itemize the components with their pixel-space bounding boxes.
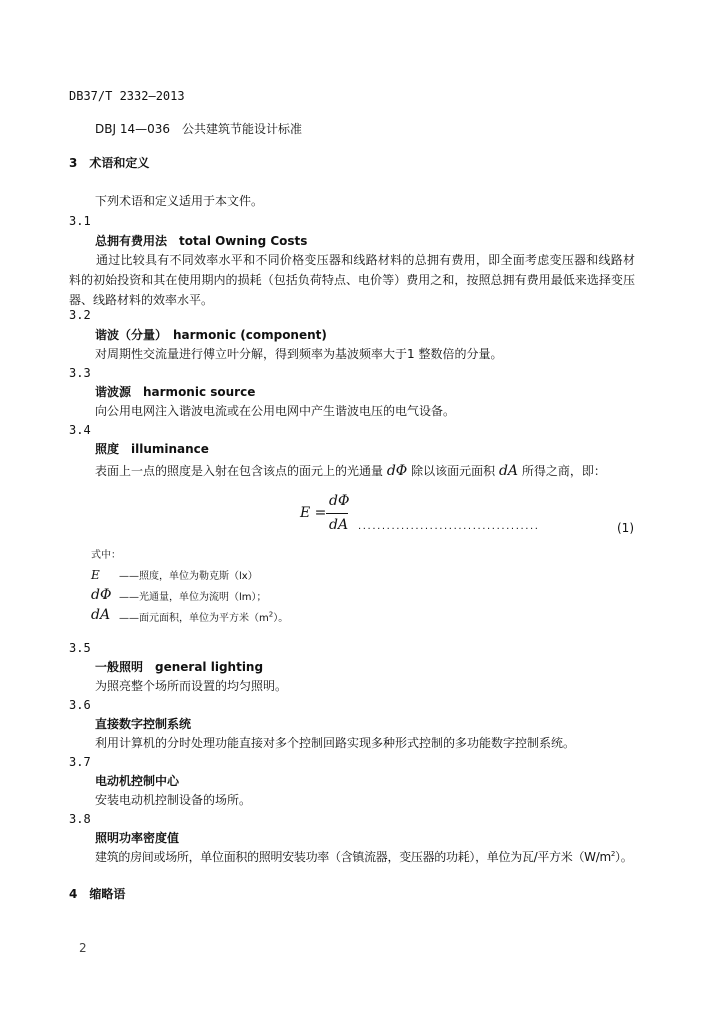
term-title: 照明功率密度值 [95, 831, 180, 845]
term-number: 3.5 [69, 641, 91, 655]
section-4-heading: 4 缩略语 [69, 887, 126, 901]
formula-numerator: dΦ [329, 493, 350, 509]
dphi-symbol: dΦ [386, 463, 408, 479]
term-definition: 对周期性交流量进行傅立叶分解，得到频率为基波频率大于1 整数倍的分量。 [95, 347, 503, 361]
page-number: 2 [79, 941, 87, 955]
formula-leader-dots: ...................................... [358, 521, 540, 532]
term-definition [95, 463, 606, 479]
term-number: 3.1 [69, 214, 91, 228]
term-definition: 为照亮整个场所而设置的均匀照明。 [95, 679, 288, 693]
formula-number: (1) [617, 521, 634, 535]
symbol-e: E [91, 568, 100, 582]
symbol-dphi: dΦ [91, 587, 112, 603]
fraction-bar [326, 513, 348, 514]
definition-text: 建筑的房间或场所，单位面积的照明安装功率（含镇流器，变压器的功耗），单位为瓦/平方米（W/m [95, 850, 611, 864]
formula-denominator: dA [329, 517, 349, 533]
superscript: 2 [610, 850, 616, 858]
term-title: 一般照明 general lighting [95, 660, 264, 674]
superscript: 2 [268, 610, 274, 619]
document-code: DB37/T 2332—2013 [69, 89, 185, 103]
description-text: ）。 [273, 613, 289, 624]
term-definition: 向公用电网注入谐波电流或在公用电网中产生谐波电压的电气设备。 [95, 404, 456, 418]
term-title: 谐波源 harmonic source [95, 385, 256, 399]
term-definition: 安装电动机控制设备的场所。 [95, 793, 252, 807]
term-title: 谐波（分量） harmonic (component) [95, 328, 327, 342]
term-number: 3.3 [69, 366, 91, 380]
term-definition: 利用计算机的分时处理功能直接对多个控制回路实现多种形式控制的多功能数字控制系统。 [95, 736, 576, 750]
term-title: 照度 illuminance [95, 442, 209, 456]
formula-lhs: E = [300, 505, 327, 521]
definition-text: 除以该面元面积 [411, 464, 496, 478]
term-title: 直接数字控制系统 [95, 717, 192, 731]
term-title: 电动机控制中心 [95, 774, 180, 788]
term-definition [95, 849, 632, 865]
term-definition: 通过比较具有不同效率水平和不同价格变压器和线路材料的总拥有费用，即全面考虑变压器和线路材料的初始投资和其在使用期内的损耗（包括负荷特点、电价等）费用之和，按照总拥有费用最低来选择变压器、线路材料的效率水平。 [69, 253, 635, 307]
da-symbol: dA [498, 463, 519, 479]
description-text: ——面元面积，单位为平方米（m [119, 613, 269, 624]
symbol-e-description: ——照度，单位为勒克斯（lx） [119, 571, 258, 582]
where-label: 式中： [91, 550, 121, 561]
definition-text: 表面上一点的照度是入射在包含该点的面元上的光通量 [95, 464, 384, 478]
section-3-heading: 3 术语和定义 [69, 156, 150, 170]
symbol-da: dA [91, 607, 111, 623]
term-number: 3.4 [69, 423, 91, 437]
term-number: 3.2 [69, 308, 91, 322]
term-number: 3.6 [69, 698, 91, 712]
symbol-da-description [119, 612, 288, 626]
term-title: 总拥有费用法 total Owning Costs [95, 234, 308, 248]
section-3-intro: 下列术语和定义适用于本文件。 [95, 194, 264, 208]
definition-text: ）。 [615, 850, 633, 864]
term-number: 3.8 [69, 812, 91, 826]
term-number: 3.7 [69, 755, 91, 769]
definition-text: 所得之商，即： [521, 464, 606, 478]
normative-reference: DBJ 14—036 公共建筑节能设计标准 [95, 122, 303, 136]
symbol-dphi-description: ——光通量，单位为流明（lm）； [119, 592, 267, 603]
